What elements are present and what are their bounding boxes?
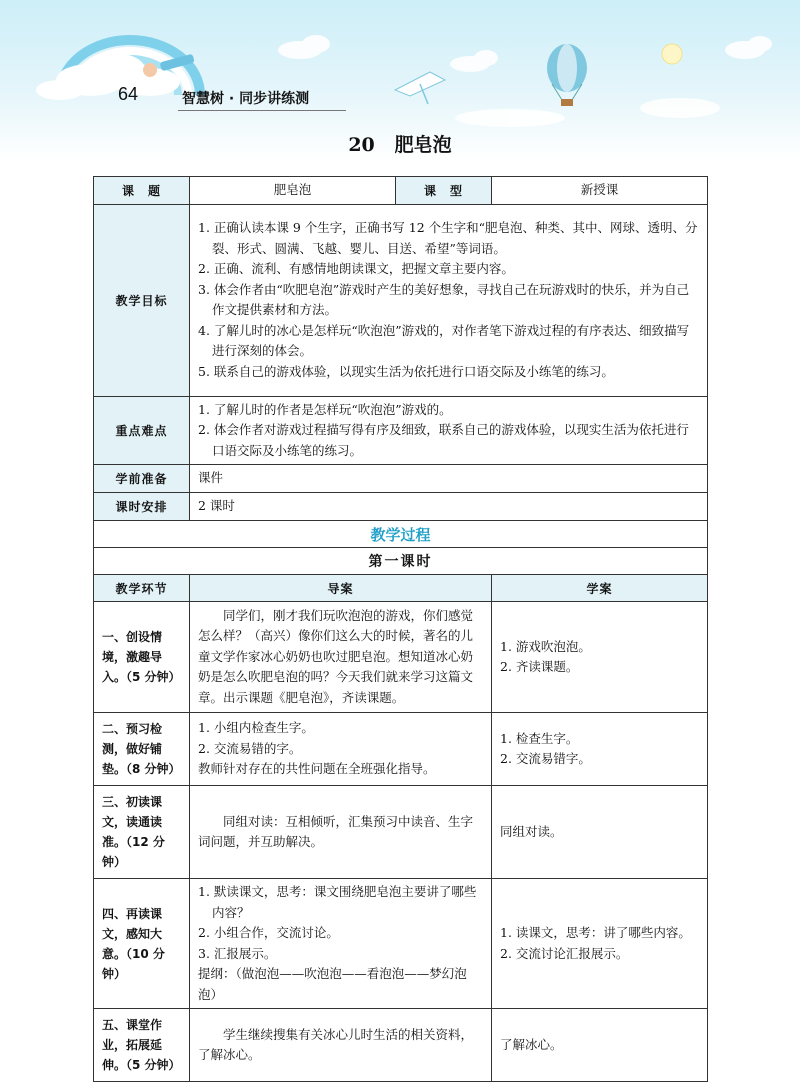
guide-cell (190, 713, 492, 786)
lesson-plan-table (93, 176, 708, 1082)
stage-cell: 一、创设情境，激趣导入。（5 分钟） (94, 602, 190, 713)
lesson-number: 20 (348, 134, 375, 156)
goal-item: 5. 联系自己的游戏体验，以现实生活为依托进行口语交际及小练笔的练习。 (198, 363, 614, 379)
goals-row (94, 204, 708, 396)
prep-row (94, 465, 708, 493)
key-points-row (94, 396, 708, 465)
study-cell (492, 786, 708, 879)
key-point-item: 1. 了解儿时的作者是怎样玩“吹泡泡”游戏的。 (198, 401, 452, 417)
prep-value: 课件 (190, 465, 708, 493)
cloud-icon (36, 54, 180, 100)
table-row (94, 879, 708, 1009)
study-cell (492, 713, 708, 786)
lesson-title (0, 130, 800, 157)
col-guide-header: 导案 (190, 575, 492, 602)
stage-cell: 五、课堂作业，拓展延伸。（5 分钟） (94, 1009, 190, 1082)
guide-cell (190, 1009, 492, 1082)
study-text: 2. 齐读课题。 (500, 659, 579, 674)
hot-air-balloon-icon (547, 44, 587, 106)
study-cell (492, 879, 708, 1009)
type-value: 新授课 (492, 177, 708, 205)
guide-text: 3. 汇报展示。 (198, 945, 277, 961)
process-title-row (94, 521, 708, 548)
study-text: 了解冰心。 (500, 1036, 563, 1052)
stage-cell: 二、预习检测，做好铺垫。（8 分钟） (94, 713, 190, 786)
study-text: 1. 游戏吹泡泡。 (500, 638, 591, 654)
schedule-label: 课时安排 (94, 493, 190, 521)
col-stage-header: 教学环节 (94, 575, 190, 602)
topic-row (94, 177, 708, 205)
study-text: 2. 交流讨论汇报展示。 (500, 945, 629, 961)
prep-label: 学前准备 (94, 465, 190, 493)
goals-content (190, 204, 708, 396)
goal-item: 3. 体会作者由“吹肥皂泡”游戏时产生的美好想象，寻找自己在玩游戏时的快乐，并为自己作文提供素材和方法。 (198, 281, 690, 317)
goal-item: 4. 了解儿时的冰心是怎样玩“吹泡泡”游戏的，对作者笔下游戏过程的有序表达、细致描写进行深刻的体会。 (198, 322, 690, 358)
goal-item: 1. 正确认读本课 9 个生字，正确书写 12 个生字和“肥皂泡、种类、其中、网球、透明、分裂、形式、圆满、飞越、婴儿、目送、希望”等词语。 (198, 220, 698, 256)
guide-text: 同组对读：互相倾听，汇集预习中读音、生字词问题，并互助解决。 (198, 813, 474, 849)
topic-value: 肥皂泡 (190, 177, 396, 205)
book-title: 智慧树 · 同步讲练测 (182, 91, 310, 107)
study-text: 同组对读。 (500, 823, 563, 839)
key-points-content (190, 396, 708, 465)
period-title: 第一课时 (94, 548, 708, 575)
goals-label: 教学目标 (94, 204, 190, 396)
header-underline (178, 110, 346, 111)
guide-cell (190, 602, 492, 713)
key-point-item: 2. 体会作者对游戏过程描写得有序及细致，联系自己的游戏体验，以现实生活为依托进行口语交际及小练笔的练习。 (198, 422, 689, 458)
guide-cell (190, 786, 492, 879)
col-study-header: 学案 (492, 575, 708, 602)
stage-cell: 三、初读课文，读通读准。（12 分钟） (94, 786, 190, 879)
process-title: 教学过程 (94, 521, 708, 548)
guide-text: 同学们，刚才我们玩吹泡泡的游戏，你们感觉怎么样？（高兴）像你们这么大的时候，著名的儿童文学作家冰心奶奶也吹过肥皂泡。想知道冰心奶奶是怎么吹肥皂泡的吗？今天我们就来学习这篇文章。出示课题《肥皂泡》，齐读课题。 (198, 607, 474, 705)
study-text: 1. 检查生字。 (500, 730, 579, 746)
table-row (94, 602, 708, 713)
schedule-row (94, 493, 708, 521)
study-text: 2. 交流易错字。 (500, 751, 591, 766)
process-header-row (94, 575, 708, 602)
guide-text: 教师针对存在的共性问题在全班强化指导。 (198, 761, 436, 777)
table-row (94, 713, 708, 786)
key-points-label: 重点难点 (94, 396, 190, 465)
guide-text: 1. 小组内检查生字。 (198, 720, 314, 736)
guide-text: 提纲：（做泡泡——吹泡泡——看泡泡——梦幻泡泡） (198, 966, 467, 1002)
guide-text: 2. 交流易错的字。 (198, 740, 302, 756)
schedule-value: 2 课时 (190, 493, 708, 521)
study-text: 1. 读课文，思考：讲了哪些内容。 (500, 925, 691, 940)
study-cell (492, 602, 708, 713)
stage-cell: 四、再读课文，感知大意。（10 分钟） (94, 879, 190, 1009)
goal-item: 2. 正确、流利、有感情地朗读课文，把握文章主要内容。 (198, 261, 514, 276)
guide-text: 2. 小组合作，交流讨论。 (198, 925, 339, 940)
lesson-name: 肥皂泡 (394, 134, 452, 156)
glider-icon (395, 72, 445, 104)
page-number: 64 (118, 84, 139, 104)
guide-text: 学生继续搜集有关冰心儿时生活的相关资料，了解冰心。 (198, 1026, 474, 1062)
table-row (94, 1009, 708, 1082)
guide-text: 1. 默读课文，思考：课文围绕肥皂泡主要讲了哪些内容？ (198, 884, 477, 920)
study-cell (492, 1009, 708, 1082)
sun-icon (662, 44, 682, 64)
type-label: 课 型 (396, 177, 492, 205)
table-row (94, 786, 708, 879)
period-title-row (94, 548, 708, 575)
topic-label: 课 题 (94, 177, 190, 205)
guide-cell (190, 879, 492, 1009)
